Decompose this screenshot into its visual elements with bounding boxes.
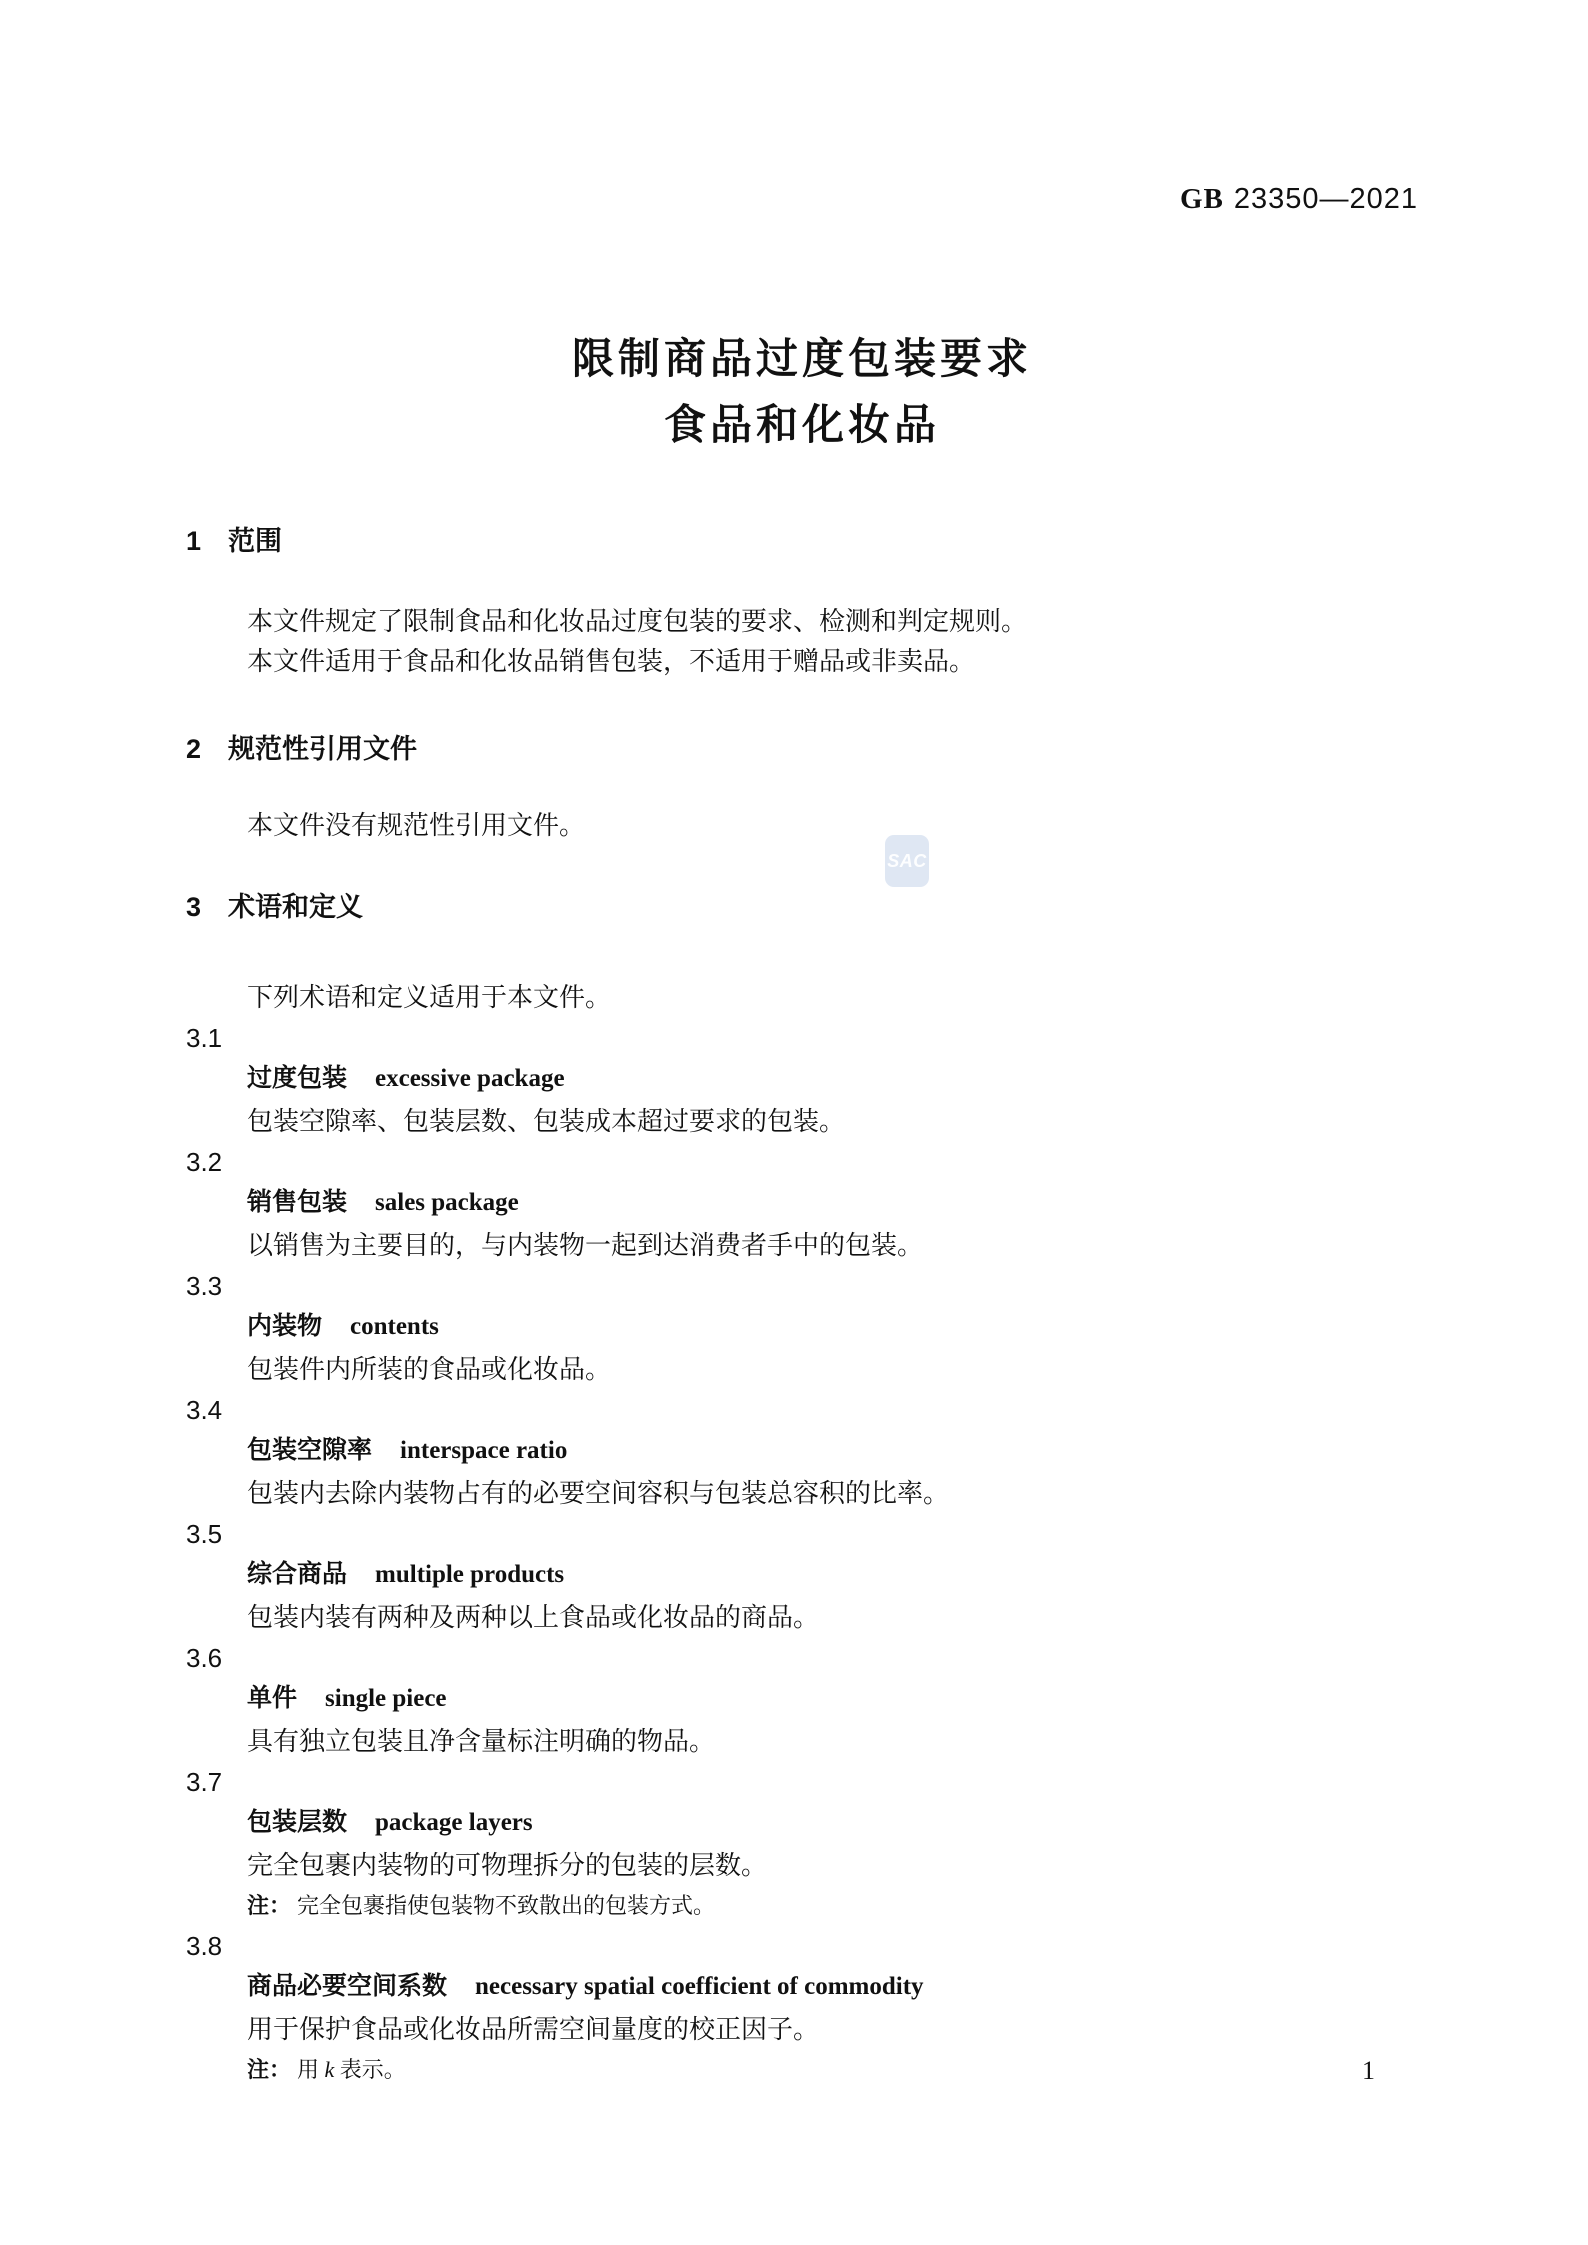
term-name-zh: 包装空隙率 bbox=[247, 1436, 373, 1464]
note-label: 注： bbox=[247, 1893, 292, 1918]
term-number: 3.2 bbox=[186, 1147, 223, 1177]
term-3-5 bbox=[186, 1514, 1418, 1638]
term-name-en: multiple products bbox=[375, 1561, 565, 1588]
term-name-en: necessary spatial coefficient of commodity bbox=[475, 1973, 924, 2000]
section-number: 3 bbox=[186, 892, 202, 922]
term-name-zh: 综合商品 bbox=[247, 1560, 348, 1588]
term-heading bbox=[186, 1430, 1418, 1474]
term-3-7 bbox=[186, 1762, 1418, 1926]
term-name-en: single piece bbox=[325, 1685, 447, 1712]
term-name-zh: 单件 bbox=[247, 1684, 298, 1712]
term-number: 3.6 bbox=[186, 1643, 223, 1673]
section-number: 1 bbox=[186, 526, 202, 556]
term-heading bbox=[186, 1802, 1418, 1846]
term-number: 3.4 bbox=[186, 1395, 223, 1425]
term-3-3 bbox=[186, 1266, 1418, 1390]
term-3-6 bbox=[186, 1638, 1418, 1762]
term-3-4 bbox=[186, 1390, 1418, 1514]
doc-number-rest: 23350—2021 bbox=[1233, 183, 1418, 215]
term-definition: 包装件内所装的食品或化妆品。 bbox=[247, 1355, 612, 1384]
document-title-line1: 限制商品过度包装要求 bbox=[571, 335, 1032, 382]
term-3-2 bbox=[186, 1142, 1418, 1266]
section-number: 2 bbox=[186, 734, 202, 764]
note-label: 注： bbox=[247, 2057, 292, 2082]
page-content bbox=[0, 184, 1588, 2090]
term-name-zh: 过度包装 bbox=[247, 1064, 348, 1092]
term-name-en: package layers bbox=[375, 1809, 533, 1836]
term-3-1 bbox=[186, 1018, 1418, 1142]
section-title: 术语和定义 bbox=[228, 892, 363, 922]
section-heading-terms-definitions bbox=[186, 890, 1418, 924]
note-text-prefix: 用 bbox=[297, 2057, 325, 2082]
note-text-suffix: 表示。 bbox=[334, 2057, 406, 2082]
term-heading bbox=[186, 1678, 1418, 1722]
term-definition: 具有独立包装且净含量标注明确的物品。 bbox=[247, 1727, 716, 1756]
term-heading bbox=[186, 1182, 1418, 1226]
term-name-zh: 包装层数 bbox=[247, 1808, 348, 1836]
section-title: 范围 bbox=[228, 526, 282, 556]
term-definition: 完全包裹内装物的可物理拆分的包装的层数。 bbox=[247, 1851, 768, 1880]
term-3-8 bbox=[186, 1926, 1418, 2090]
paragraph: 本文件没有规范性引用文件。 bbox=[247, 811, 586, 840]
term-number: 3.5 bbox=[186, 1519, 223, 1549]
term-number: 3.8 bbox=[186, 1931, 223, 1961]
term-definition: 包装空隙率、包装层数、包装成本超过要求的包装。 bbox=[247, 1107, 846, 1136]
term-definition: 用于保护食品或化妆品所需空间量度的校正因子。 bbox=[247, 2015, 820, 2044]
terms-list bbox=[186, 1018, 1418, 2090]
term-name-en: contents bbox=[350, 1313, 439, 1340]
paragraph: 本文件规定了限制食品和化妆品过度包装的要求、检测和判定规则。 bbox=[247, 607, 1028, 636]
sac-watermark-text: SAC bbox=[887, 850, 927, 871]
paragraph: 下列术语和定义适用于本文件。 bbox=[247, 983, 612, 1012]
term-name-en: excessive package bbox=[375, 1065, 565, 1092]
term-number: 3.3 bbox=[186, 1271, 223, 1301]
term-name-zh: 商品必要空间系数 bbox=[247, 1972, 448, 2000]
document-title bbox=[186, 326, 1418, 458]
term-definition: 以销售为主要目的，与内装物一起到达消费者手中的包装。 bbox=[247, 1231, 924, 1260]
term-name-en: interspace ratio bbox=[400, 1437, 568, 1464]
term-name-en: sales package bbox=[375, 1189, 519, 1216]
note-text: 完全包裹指使包装物不致散出的包装方式。 bbox=[297, 1893, 716, 1918]
term-heading bbox=[186, 1058, 1418, 1102]
term-note bbox=[186, 1886, 1418, 1926]
note-variable-k: k bbox=[324, 2057, 335, 2082]
section-heading-scope bbox=[186, 524, 1418, 558]
sac-watermark-badge bbox=[885, 835, 929, 887]
term-heading bbox=[186, 1306, 1418, 1350]
section-heading-normative-references bbox=[186, 732, 1418, 766]
term-name-zh: 销售包装 bbox=[247, 1188, 348, 1216]
term-number: 3.7 bbox=[186, 1767, 223, 1797]
term-definition: 包装内去除内装物占有的必要空间容积与包装总容积的比率。 bbox=[247, 1479, 950, 1508]
document-title-line2: 食品和化妆品 bbox=[663, 401, 940, 448]
section-title: 规范性引用文件 bbox=[228, 734, 417, 764]
term-name-zh: 内装物 bbox=[247, 1312, 323, 1340]
paragraph: 本文件适用于食品和化妆品销售包装，不适用于赠品或非卖品。 bbox=[247, 647, 976, 676]
page-number: 1 bbox=[1362, 2056, 1375, 2085]
term-number: 3.1 bbox=[186, 1023, 223, 1053]
doc-number bbox=[186, 184, 1418, 214]
term-note bbox=[186, 2050, 1418, 2090]
term-heading bbox=[186, 1554, 1418, 1598]
doc-number-prefix: GB bbox=[1179, 183, 1224, 215]
term-definition: 包装内装有两种及两种以上食品或化妆品的商品。 bbox=[247, 1603, 820, 1632]
term-heading bbox=[186, 1966, 1418, 2010]
